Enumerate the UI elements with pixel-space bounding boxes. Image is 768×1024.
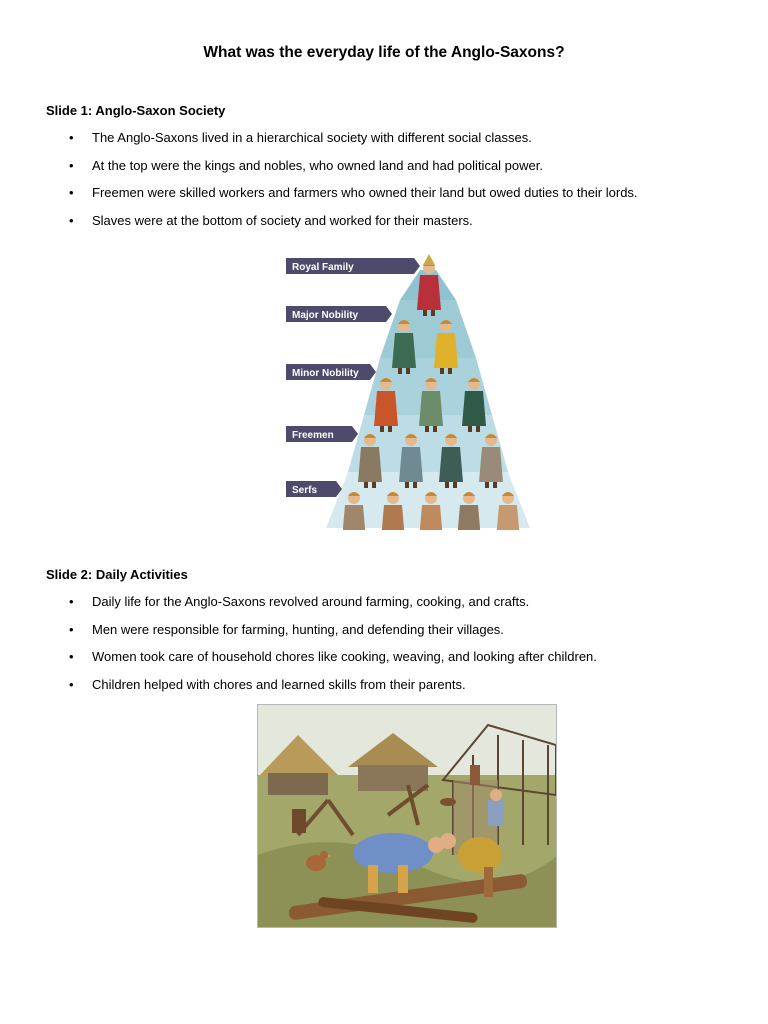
bullet-text: Women took care of household chores like cooking, weaving, and looking after children. [92, 649, 597, 664]
bullet-icon: • [69, 212, 74, 228]
pyramid-label-royal-family [286, 258, 420, 274]
bullet-icon: • [69, 130, 74, 145]
anglo-saxon-village-illustration [257, 704, 557, 928]
label-text: Freemen [292, 430, 334, 441]
pyramid-label-serfs [286, 481, 342, 497]
bullet-text: Freemen were skilled workers and farmers who owned their land but owed duties to their lords. [92, 185, 638, 200]
social-pyramid-figure [286, 240, 530, 530]
bullet-text: Men were responsible for farming, hunting, and defending their villages. [92, 621, 504, 637]
bullet-icon: • [69, 621, 74, 637]
document-title: What was the everyday life of the Anglo-Saxons? [203, 44, 565, 61]
list-item [66, 158, 638, 186]
list-item [66, 185, 638, 213]
bullet-icon: • [69, 185, 74, 200]
list-item [66, 649, 597, 677]
label-text: Royal Family [292, 262, 354, 273]
list-item [66, 594, 597, 622]
bullet-text: Children helped with chores and learned skills from their parents. [92, 676, 466, 692]
label-text: Serfs [292, 485, 318, 496]
royal-figure [417, 254, 441, 316]
list-item [66, 130, 638, 158]
minor-nobility-figures [374, 378, 486, 432]
village-scene [258, 705, 557, 928]
bullet-text: At the top were the kings and nobles, who owned land and had political power. [92, 157, 543, 173]
list-item [66, 622, 597, 650]
list-item [66, 213, 638, 241]
bullet-text: Slaves were at the bottom of society and worked for their masters. [92, 212, 473, 228]
slide-2-heading: Slide 2: Daily Activities [46, 567, 188, 582]
label-text: Minor Nobility [292, 368, 359, 379]
pyramid-label-minor-nobility [286, 364, 376, 380]
pyramid-label-freemen [286, 426, 358, 442]
slide-1-bullet-list [66, 130, 638, 240]
bullet-text: Daily life for the Anglo-Saxons revolved around farming, cooking, and crafts. [92, 594, 530, 609]
bullet-icon: • [69, 676, 74, 692]
slide-1-heading: Slide 1: Anglo-Saxon Society [46, 103, 226, 118]
dog [440, 798, 456, 806]
slide-2-bullet-list [66, 594, 597, 704]
tree-stump [292, 809, 306, 833]
bullet-icon: • [69, 157, 74, 173]
pyramid-label-major-nobility [286, 306, 392, 322]
bullet-icon: • [69, 594, 74, 609]
bullet-icon: • [69, 649, 74, 664]
label-text: Major Nobility [292, 310, 359, 321]
list-item [66, 677, 597, 705]
bullet-text: The Anglo-Saxons lived in a hierarchical society with different social classes. [92, 130, 532, 145]
